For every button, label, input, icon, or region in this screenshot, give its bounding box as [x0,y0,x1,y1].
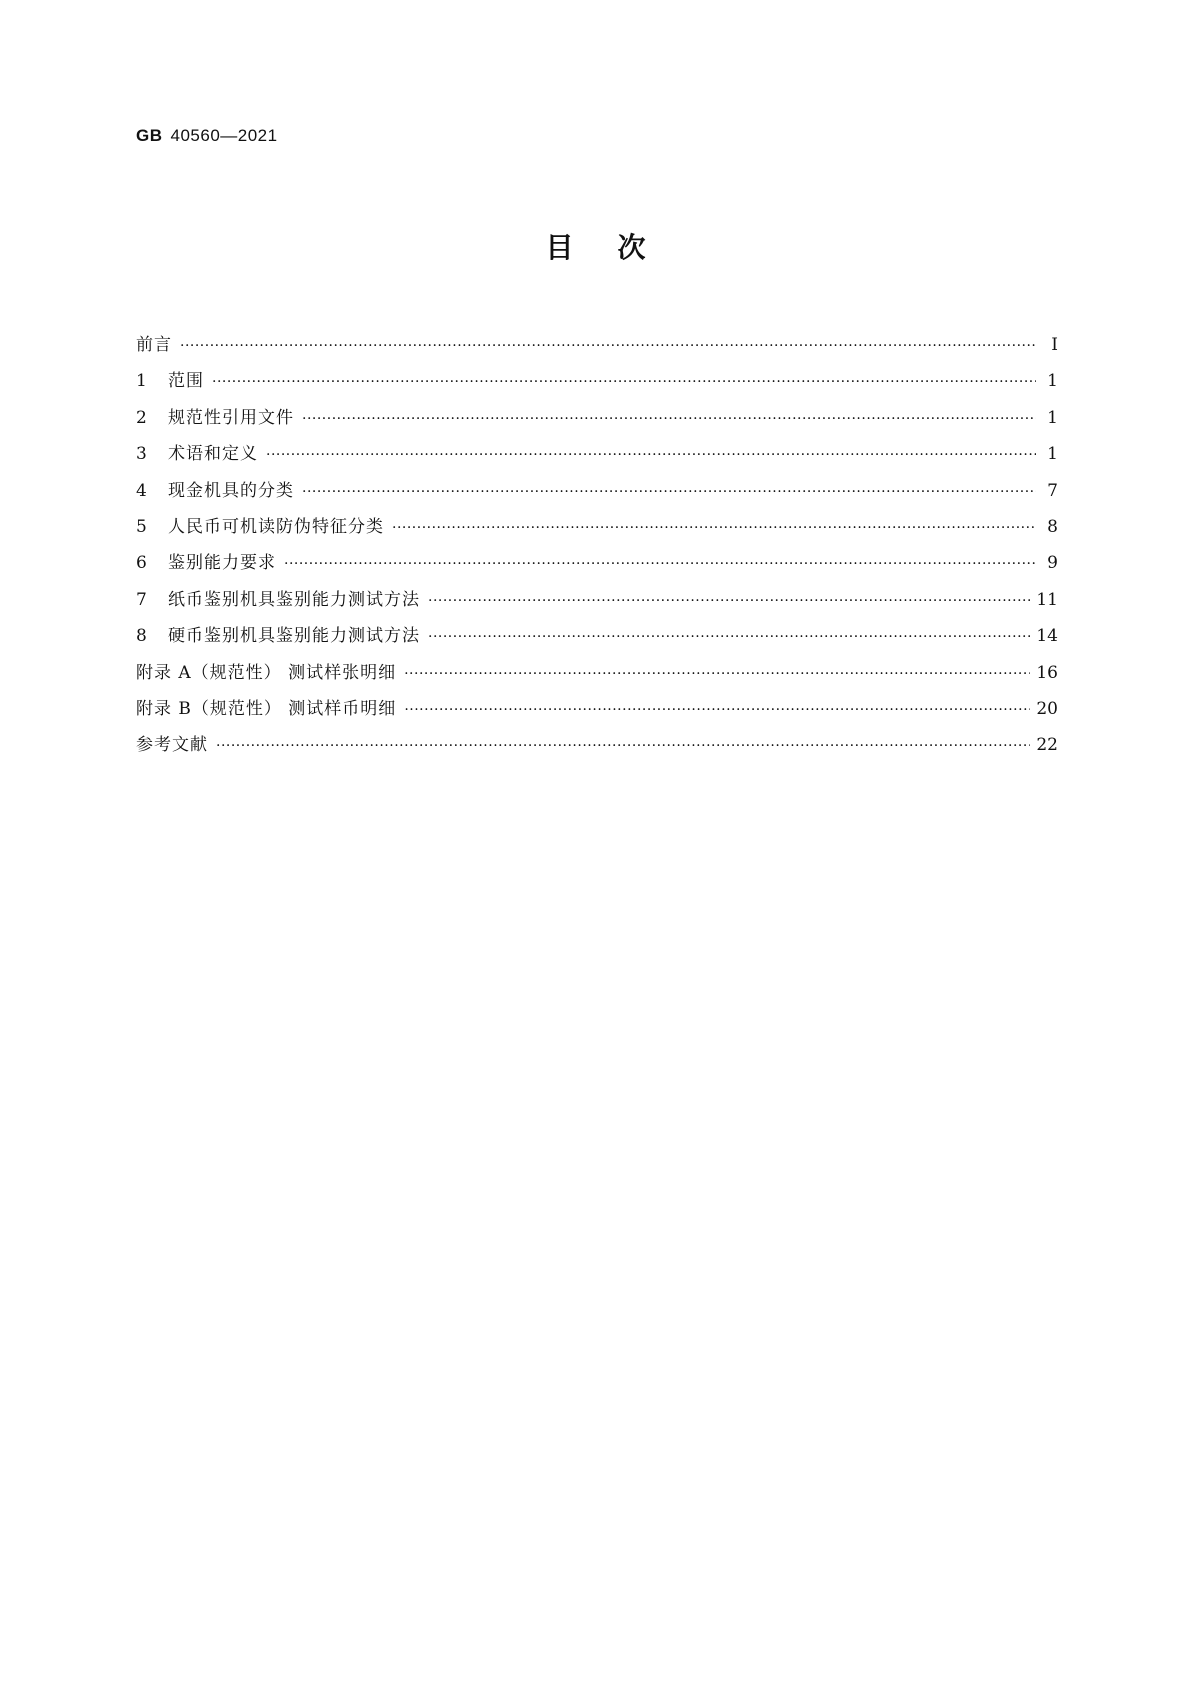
toc-entry-6[interactable] [136,548,1058,584]
toc-dot-leader [428,629,1030,645]
table-of-contents [136,330,1058,767]
toc-dot-leader [302,411,1036,427]
toc-page-number: 22 [1036,735,1058,756]
toc-entry-number: 7 [136,589,147,610]
toc-entry-appendix-b[interactable] [136,694,1058,730]
toc-dot-leader [216,738,1030,754]
toc-dot-leader [428,593,1030,609]
toc-dot-leader [180,338,1036,354]
toc-entry-8[interactable] [136,621,1058,657]
toc-page-number: 16 [1036,662,1058,683]
toc-entry-title: 参考文献 [136,735,208,756]
toc-entry-title: 附录 A（规范性） 测试样张明细 [136,662,397,683]
toc-page-number: 20 [1036,698,1058,719]
document-header [136,126,278,146]
toc-entry-title: 范围 [168,371,204,392]
toc-dot-leader [404,702,1030,718]
toc-entry-number: 8 [136,626,147,647]
toc-entry-5[interactable] [136,512,1058,548]
toc-dot-leader [302,484,1036,500]
page-title: 目次 [545,231,690,264]
toc-entry-3[interactable] [136,439,1058,475]
standard-number: 40560—2021 [170,126,278,145]
toc-page-number: 8 [1047,516,1058,537]
toc-entry-title: 前言 [136,335,172,355]
toc-entry-appendix-a[interactable] [136,658,1058,694]
toc-page-number: Ⅰ [1051,335,1058,355]
toc-dot-leader [266,447,1036,463]
toc-entry-2[interactable] [136,403,1058,439]
toc-dot-leader [284,556,1036,572]
toc-page-number: 1 [1047,444,1058,465]
toc-entry-number: 1 [136,371,147,392]
toc-entry-title: 规范性引用文件 [168,407,294,428]
toc-entry-title: 硬币鉴别机具鉴别能力测试方法 [168,626,420,647]
toc-entry-number: 3 [136,444,147,465]
standard-prefix: GB [136,126,163,145]
toc-entry-4[interactable] [136,476,1058,512]
toc-dot-leader [404,666,1030,682]
toc-page-number: 14 [1036,626,1058,647]
toc-entry-title: 人民币可机读防伪特征分类 [168,516,384,537]
toc-page-number: 11 [1036,589,1058,610]
toc-entry-foreword[interactable] [136,330,1058,366]
toc-entry-title: 鉴别能力要求 [168,553,276,574]
toc-entry-number: 4 [136,480,147,501]
toc-entry-title: 纸币鉴别机具鉴别能力测试方法 [168,589,420,610]
toc-entry-title: 现金机具的分类 [168,480,294,501]
toc-dot-leader [392,520,1036,536]
toc-page-number: 9 [1047,553,1058,574]
toc-entry-bibliography[interactable] [136,730,1058,766]
toc-page-number: 7 [1047,480,1058,501]
toc-entry-title: 附录 B（规范性） 测试样币明细 [136,698,397,719]
toc-entry-number: 6 [136,553,147,574]
toc-entry-number: 2 [136,407,147,428]
toc-entry-title: 术语和定义 [168,444,258,465]
toc-dot-leader [212,374,1036,390]
toc-page-number: 1 [1047,371,1058,392]
toc-page-number: 1 [1047,407,1058,428]
toc-entry-1[interactable] [136,366,1058,402]
toc-entry-7[interactable] [136,585,1058,621]
toc-entry-number: 5 [136,516,147,537]
